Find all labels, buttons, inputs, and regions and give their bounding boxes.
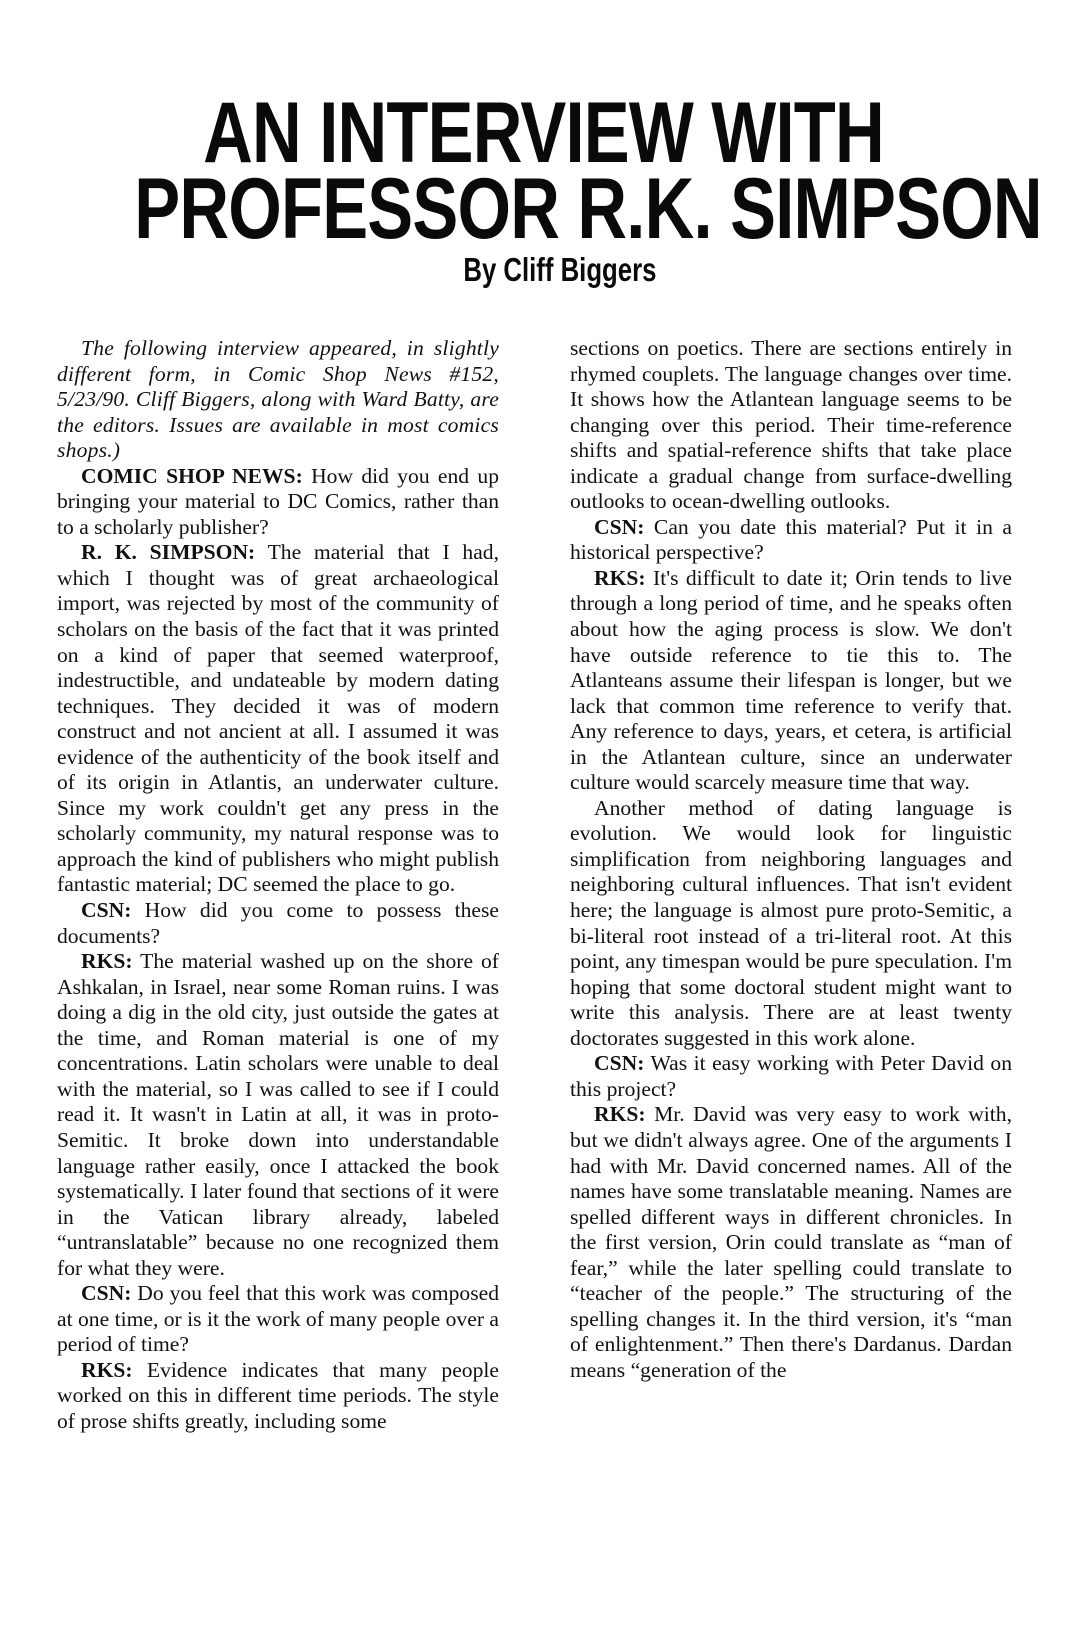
- paragraph-text: Evidence indicates that many people worked on this in different time periods. The style of prose shifts greatly, including some: [57, 1357, 499, 1433]
- paragraph-text: Was it easy working with Peter David on this project?: [570, 1051, 1012, 1101]
- answer-paragraph: [57, 1358, 499, 1435]
- article-title: [0, 85, 1073, 257]
- speaker-label: COMIC SHOP NEWS:: [81, 463, 303, 488]
- paragraph-text: Can you date this material? Put it in a historical perspective?: [570, 514, 1012, 565]
- title-line-2: PROFESSOR R.K. SIMPSON: [134, 161, 1042, 257]
- answer-paragraph: [570, 1102, 1012, 1383]
- continuation-paragraph: [570, 336, 1012, 515]
- paragraph-text: The material that I had, which I thought was of great archaeological import, was rejected by most of the community of scholars on the basis of the fact that it was printed on a kind of paper that seemed waterproof, indestructible, and undateable by modern dating techniques. They decided it was of modern construct and not ancient at all. I assumed it was evidence of the authenticity of the book itself and of its origin in Atlantis, an underwater culture. Since my work couldn't get any press in the scholarly community, my natural response was to approach the kind of publishers who might publish fantastic material; DC seemed the place to go.: [57, 540, 500, 897]
- answer-paragraph: [57, 540, 499, 898]
- paragraph-text: How did you come to possess these documents?: [57, 898, 499, 948]
- paragraph-text: Do you feel that this work was composed at one time, or is it the work of many people over a period of time?: [57, 1281, 499, 1357]
- left-column: [57, 336, 499, 1435]
- paragraph-text: The material washed up on the shore of Ashkalan, in Israel, near some Roman ruins. I was doing a dig in the old city, just outside the gates at the time, and Roman material is one of my concentrations. Latin scholars were unable to deal with the material, so I was called to see if I could read it. It wasn't in Latin at all, it was in proto-Semitic. It broke down into understandable language rather easily, once I attacked the book systematically. I later found that sections of it were in the Vatican library already, labeled “untranslatable” because no one recognized them for what they were.: [57, 949, 499, 1280]
- question-paragraph: [57, 464, 499, 541]
- speaker-label: CSN:: [81, 898, 132, 923]
- speaker-label: RKS:: [81, 1357, 133, 1382]
- title-line-1: AN INTERVIEW WITH: [203, 85, 884, 181]
- byline: By Cliff Biggers: [463, 251, 657, 288]
- answer-paragraph: [570, 566, 1012, 796]
- speaker-label: CSN:: [81, 1281, 132, 1306]
- paragraph-text: sections on poetics. There are sections entirely in rhymed couplets. The language changes over time. It shows how the Atlantean language seems to be changing over this period. Their time-reference shifts and spatial-reference shifts that take place indicate a gradual change from surface-dwelling outlooks to ocean-dwelling outlooks.: [570, 336, 1012, 514]
- question-paragraph: [570, 1051, 1012, 1102]
- paragraph-text: How did you end up bringing your material to DC Comics, rather than to a scholarly publisher?: [57, 463, 499, 539]
- speaker-label: RKS:: [594, 565, 646, 590]
- body-paragraph: [570, 796, 1012, 1051]
- speaker-label: R. K. SIMPSON:: [81, 540, 256, 565]
- speaker-label: RKS:: [594, 1102, 646, 1127]
- intro-text: The following interview appeared, in slightly different form, in Comic Shop News #152, 5/23/90. Cliff Biggers, along with Ward Batty, are the editors. Issues are available in most comics shops.): [57, 336, 499, 463]
- question-paragraph: [57, 898, 499, 949]
- paragraph-text: Mr. David was very easy to work with, but we didn't always agree. One of the arguments I had with Mr. David concerned names. All of the names have some translatable meaning. Names are spelled different ways in different chronicles. In the first version, Orin could translate as “man of fear,” while the later spelling could translate to “teacher of the people.” The structuring of the spelling changes it. In the third version, it's “man of enlightenment.” Then there's Dardanus. Dardan means “generation of the: [570, 1102, 1012, 1382]
- paragraph-text: It's difficult to date it; Orin tends to live through a long period of time, and he speaks often about how the aging process is slow. We don't have outside reference to tie this to. The Atlanteans assume their lifespan is longer, but we lack that common time reference to verify that. Any reference to days, years, et cetera, is artificial in the Atlantean culture, since an underwater culture would scarcely measure time that way.: [570, 565, 1012, 795]
- speaker-label: CSN:: [594, 1051, 645, 1076]
- right-column: [570, 336, 1012, 1383]
- answer-paragraph: [57, 949, 499, 1281]
- paragraph-text: Another method of dating language is evolution. We would look for linguistic simplification from neighboring languages and neighboring cultural influences. That isn't evident here; the language is almost pure proto-Semitic, a bi-literal root instead of a tri-literal root. At this point, any timespan would be pure speculation. I'm hoping that some doctoral student might want to write this analysis. There are at least twenty doctorates suggested in this work alone.: [570, 795, 1012, 1050]
- speaker-label: RKS:: [81, 949, 133, 974]
- intro-paragraph: [57, 336, 499, 464]
- question-paragraph: [57, 1281, 499, 1358]
- speaker-label: CSN:: [594, 514, 645, 539]
- question-paragraph: [570, 515, 1012, 566]
